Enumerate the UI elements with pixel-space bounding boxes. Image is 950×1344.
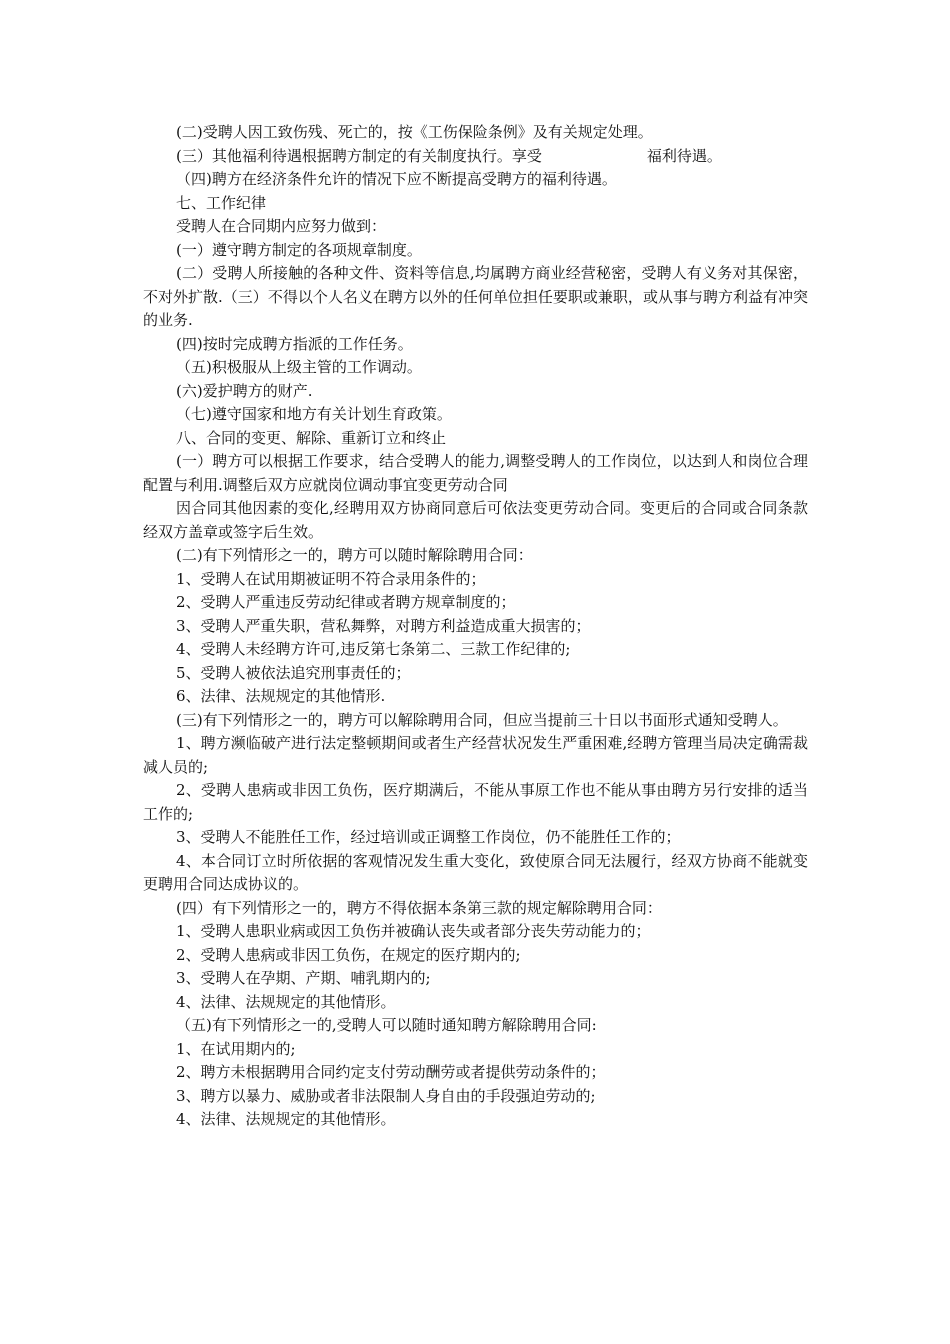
list-item: 4、法律、法规规定的其他情形。 [176,992,396,1011]
paragraph: （五)有下列情形之一的,受聘人可以随时通知聘方解除聘用合同: [176,1016,597,1034]
list-item: 3、受聘人在孕期、产期、哺乳期内的; [176,969,431,987]
paragraph: (二)有下列情形之一的，聘方可以随时解除聘用合同： [176,546,533,564]
section-heading: 七、工作纪律 [176,193,267,212]
list-item: 2、聘方未根据聘用合同约定支付劳动酬劳或者提供劳动条件的； [176,1063,606,1081]
paragraph-suffix: 福利待遇。 [646,146,722,165]
paragraph: (二）受聘人所接触的各种文件、资料等信息,均属聘方商业经营秘密，受聘人有义务对其保密，不对外扩散.（三）不得以个人名义在聘方以外的任何单位担任要职或兼职，或从事与聘方利益有冲突的业务. [143,264,808,329]
list-item: 1、在试用期内的; [176,1039,296,1058]
paragraph [143,145,808,169]
paragraph: 因合同其他因素的变化,经聘用双方协商同意后可依法变更劳动合同。变更后的合同或合同条款经双方盖章或签字后生效。 [143,499,808,541]
list-item: 1、聘方濒临破产进行法定整顿期间或者生产经营状况发生严重困难,经聘方管理当局决定确需裁减人员的; [143,734,808,776]
section-heading: 八、合同的变更、解除、重新订立和终止 [176,428,447,447]
list-item: 5、受聘人被依法追究刑事责任的； [176,663,411,682]
paragraph: （七)遵守国家和地方有关计划生育政策。 [176,405,452,423]
list-item: 6、法律、法规规定的其他情形. [176,687,386,705]
paragraph: （五)积极服从上级主管的工作调动。 [176,358,422,376]
paragraph: (一）遵守聘方制定的各项规章制度。 [176,240,422,259]
paragraph: (三)有下列情形之一的，聘方可以解除聘用合同，但应当提前三十日以书面形式通知受聘人。 [176,710,788,729]
list-item: 1、受聘人患职业病或因工负伤并被确认丧失或者部分丧失劳动能力的； [176,922,651,940]
list-item: 2、受聘人严重违反劳动纪律或者聘方规章制度的； [176,593,516,611]
list-item: 2、受聘人患病或非因工负伤，在规定的医疗期内的; [176,945,521,964]
list-item: 1、受聘人在试用期被证明不符合录用条件的； [176,569,486,588]
paragraph: (四）有下列情形之一的，聘方不得依据本条第三款的规定解除聘用合同： [176,898,662,917]
paragraph-text: (三）其他福利待遇根据聘方制定的有关制度执行。享受 [176,146,542,165]
paragraph: (一）聘方可以根据工作要求，结合受聘人的能力,调整受聘人的工作岗位，以达到人和岗位合理配置与利用.调整后双方应就岗位调动事宜变更劳动合同 [143,452,808,494]
paragraph: (二)受聘人因工致伤残、死亡的，按《工伤保险条例》及有关规定处理。 [176,123,653,141]
list-item: 3、聘方以暴力、威胁或者非法限制人身自由的手段强迫劳动的; [176,1086,596,1105]
list-item: 4、受聘人未经聘方许可,违反第七条第二、三款工作纪律的; [176,640,571,658]
list-item: 3、受聘人严重失职，营私舞弊，对聘方利益造成重大损害的； [176,616,591,635]
list-item: 2、受聘人患病或非因工负伤，医疗期满后，不能从事原工作也不能从事由聘方另行安排的适当工作的; [143,781,808,823]
paragraph: (六)爱护聘方的财产. [176,381,313,400]
list-item: 4、本合同订立时所依据的客观情况发生重大变化，致使原合同无法履行，经双方协商不能就变更聘用合同达成协议的。 [143,851,808,893]
document-body [143,121,808,1132]
paragraph: 受聘人在合同期内应努力做到： [176,217,387,235]
list-item: 4、法律、法规规定的其他情形。 [176,1110,396,1128]
paragraph: （四)聘方在经济条件允许的情况下应不断提高受聘方的福利待遇。 [176,170,617,188]
list-item: 3、受聘人不能胜任工作，经过培训或正调整工作岗位，仍不能胜任工作的； [176,828,681,846]
paragraph: (四)按时完成聘方指派的工作任务。 [176,334,413,353]
